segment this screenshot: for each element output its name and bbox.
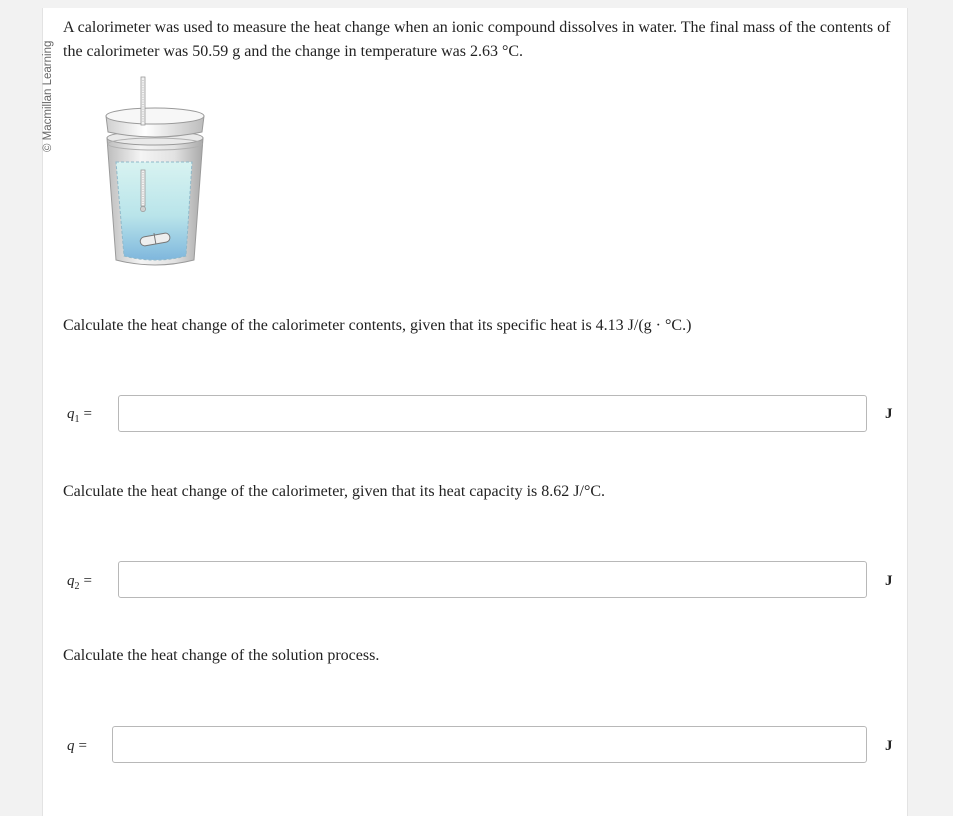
q-unit: J <box>885 738 893 754</box>
q-label: q = <box>67 738 87 754</box>
q-answer-input[interactable] <box>112 726 867 763</box>
copyright-notice: © Macmillan Learning <box>42 40 54 152</box>
question-3-prompt: Calculate the heat change of the solution process. <box>63 647 380 664</box>
intro-text: A calorimeter was used to measure the heat change when an ionic compound dissolves in water. The final mass of the contents of the calorimeter was 50.59 g and the change in temperature was 2.63 °C. <box>63 19 891 60</box>
q1-label: $q_1$ = <box>67 406 92 425</box>
q2-unit: J <box>885 573 893 589</box>
q1-answer-input[interactable] <box>118 395 867 432</box>
q2-answer-input[interactable] <box>118 561 867 598</box>
calorimeter-illustration <box>100 72 210 272</box>
q1-unit: J <box>885 406 893 422</box>
question-2-prompt: Calculate the heat change of the calorimeter, given that its heat capacity is 8.62 J/°C. <box>63 483 606 500</box>
question-1-prompt: Calculate the heat change of the calorimeter contents, given that its specific heat is 4.13 J/(g · °C.) <box>63 317 692 334</box>
q2-label: $q_2$ = <box>67 573 92 592</box>
